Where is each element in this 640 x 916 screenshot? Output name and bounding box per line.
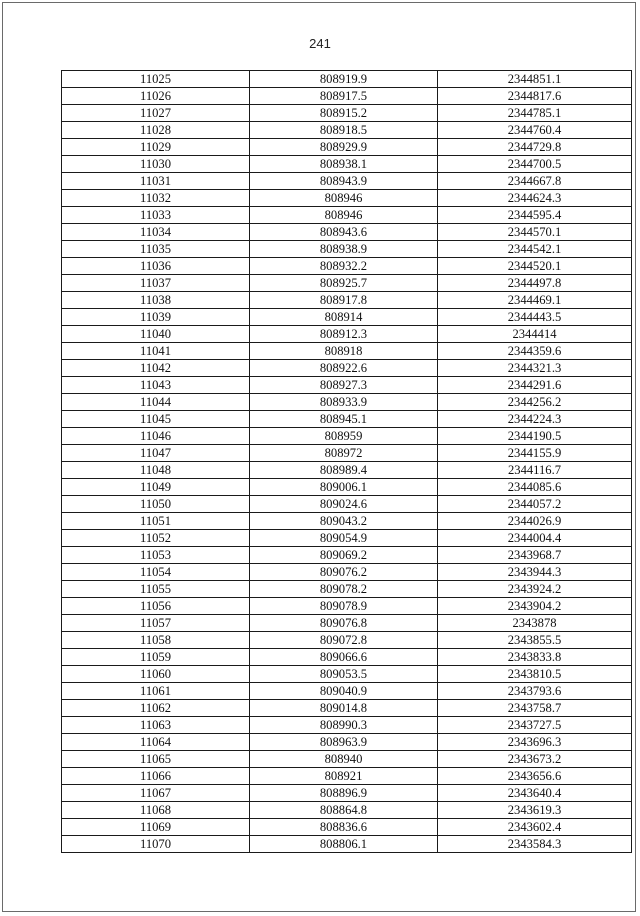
point-id-cell: 11036: [62, 258, 250, 275]
x-coordinate-cell: 808918: [250, 343, 438, 360]
y-coordinate-cell: 2344497.8: [438, 275, 632, 292]
x-coordinate-cell: 808925.7: [250, 275, 438, 292]
x-coordinate-cell: 808927.3: [250, 377, 438, 394]
point-id-cell: 11068: [62, 802, 250, 819]
point-id-cell: 11050: [62, 496, 250, 513]
table-row: [62, 411, 632, 428]
point-id-cell: 11032: [62, 190, 250, 207]
point-id-cell: 11058: [62, 632, 250, 649]
table-row: [62, 462, 632, 479]
y-coordinate-cell: 2344700.5: [438, 156, 632, 173]
point-id-cell: 11046: [62, 428, 250, 445]
y-coordinate-cell: 2344057.2: [438, 496, 632, 513]
table-row: [62, 615, 632, 632]
x-coordinate-cell: 808945.1: [250, 411, 438, 428]
x-coordinate-cell: 808990.3: [250, 717, 438, 734]
y-coordinate-cell: 2344190.5: [438, 428, 632, 445]
y-coordinate-cell: 2344026.9: [438, 513, 632, 530]
x-coordinate-cell: 808943.9: [250, 173, 438, 190]
x-coordinate-cell: 809024.6: [250, 496, 438, 513]
x-coordinate-cell: 808938.1: [250, 156, 438, 173]
point-id-cell: 11060: [62, 666, 250, 683]
table-row: [62, 598, 632, 615]
x-coordinate-cell: 808963.9: [250, 734, 438, 751]
x-coordinate-cell: 809054.9: [250, 530, 438, 547]
x-coordinate-cell: 808914: [250, 309, 438, 326]
table-row: [62, 836, 632, 853]
table-row: [62, 292, 632, 309]
point-id-cell: 11069: [62, 819, 250, 836]
y-coordinate-cell: 2343656.6: [438, 768, 632, 785]
table-row: [62, 326, 632, 343]
y-coordinate-cell: 2344817.6: [438, 88, 632, 105]
coordinates-table: [61, 70, 632, 853]
table-row: [62, 734, 632, 751]
y-coordinate-cell: 2344359.6: [438, 343, 632, 360]
table-row: [62, 445, 632, 462]
y-coordinate-cell: 2344004.4: [438, 530, 632, 547]
y-coordinate-cell: 2343810.5: [438, 666, 632, 683]
table-row: [62, 173, 632, 190]
point-id-cell: 11051: [62, 513, 250, 530]
table-row: [62, 377, 632, 394]
y-coordinate-cell: 2343793.6: [438, 683, 632, 700]
table-row: [62, 88, 632, 105]
y-coordinate-cell: 2344520.1: [438, 258, 632, 275]
table-row: [62, 819, 632, 836]
table-row: [62, 479, 632, 496]
y-coordinate-cell: 2344414: [438, 326, 632, 343]
table-row: [62, 309, 632, 326]
y-coordinate-cell: 2344321.3: [438, 360, 632, 377]
y-coordinate-cell: 2343878: [438, 615, 632, 632]
point-id-cell: 11055: [62, 581, 250, 598]
y-coordinate-cell: 2343758.7: [438, 700, 632, 717]
x-coordinate-cell: 809076.2: [250, 564, 438, 581]
x-coordinate-cell: 808943.6: [250, 224, 438, 241]
table-row: [62, 802, 632, 819]
table-row: [62, 224, 632, 241]
y-coordinate-cell: 2343944.3: [438, 564, 632, 581]
table-row: [62, 700, 632, 717]
x-coordinate-cell: 808896.9: [250, 785, 438, 802]
coordinates-table-body: [62, 71, 632, 853]
point-id-cell: 11041: [62, 343, 250, 360]
point-id-cell: 11047: [62, 445, 250, 462]
point-id-cell: 11037: [62, 275, 250, 292]
x-coordinate-cell: 808864.8: [250, 802, 438, 819]
point-id-cell: 11045: [62, 411, 250, 428]
table-row: [62, 275, 632, 292]
table-row: [62, 768, 632, 785]
point-id-cell: 11028: [62, 122, 250, 139]
y-coordinate-cell: 2344085.6: [438, 479, 632, 496]
x-coordinate-cell: 808919.9: [250, 71, 438, 88]
point-id-cell: 11029: [62, 139, 250, 156]
point-id-cell: 11049: [62, 479, 250, 496]
x-coordinate-cell: 808912.3: [250, 326, 438, 343]
table-row: [62, 343, 632, 360]
table-row: [62, 394, 632, 411]
x-coordinate-cell: 808940: [250, 751, 438, 768]
y-coordinate-cell: 2343904.2: [438, 598, 632, 615]
point-id-cell: 11040: [62, 326, 250, 343]
point-id-cell: 11054: [62, 564, 250, 581]
point-id-cell: 11042: [62, 360, 250, 377]
point-id-cell: 11056: [62, 598, 250, 615]
y-coordinate-cell: 2344595.4: [438, 207, 632, 224]
point-id-cell: 11025: [62, 71, 250, 88]
y-coordinate-cell: 2343968.7: [438, 547, 632, 564]
y-coordinate-cell: 2343640.4: [438, 785, 632, 802]
y-coordinate-cell: 2344291.6: [438, 377, 632, 394]
y-coordinate-cell: 2344224.3: [438, 411, 632, 428]
table-row: [62, 258, 632, 275]
y-coordinate-cell: 2344443.5: [438, 309, 632, 326]
table-row: [62, 564, 632, 581]
point-id-cell: 11043: [62, 377, 250, 394]
y-coordinate-cell: 2344729.8: [438, 139, 632, 156]
x-coordinate-cell: 809014.8: [250, 700, 438, 717]
table-row: [62, 513, 632, 530]
point-id-cell: 11064: [62, 734, 250, 751]
x-coordinate-cell: 809069.2: [250, 547, 438, 564]
point-id-cell: 11067: [62, 785, 250, 802]
point-id-cell: 11026: [62, 88, 250, 105]
x-coordinate-cell: 809076.8: [250, 615, 438, 632]
table-row: [62, 717, 632, 734]
point-id-cell: 11035: [62, 241, 250, 258]
y-coordinate-cell: 2344469.1: [438, 292, 632, 309]
point-id-cell: 11027: [62, 105, 250, 122]
y-coordinate-cell: 2344570.1: [438, 224, 632, 241]
table-row: [62, 785, 632, 802]
x-coordinate-cell: 808917.5: [250, 88, 438, 105]
x-coordinate-cell: 808959: [250, 428, 438, 445]
point-id-cell: 11039: [62, 309, 250, 326]
x-coordinate-cell: 808806.1: [250, 836, 438, 853]
point-id-cell: 11034: [62, 224, 250, 241]
table-row: [62, 122, 632, 139]
table-row: [62, 71, 632, 88]
y-coordinate-cell: 2343602.4: [438, 819, 632, 836]
point-id-cell: 11053: [62, 547, 250, 564]
point-id-cell: 11048: [62, 462, 250, 479]
table-row: [62, 632, 632, 649]
table-row: [62, 496, 632, 513]
x-coordinate-cell: 808836.6: [250, 819, 438, 836]
y-coordinate-cell: 2344155.9: [438, 445, 632, 462]
point-id-cell: 11065: [62, 751, 250, 768]
table-row: [62, 530, 632, 547]
table-row: [62, 241, 632, 258]
y-coordinate-cell: 2344760.4: [438, 122, 632, 139]
x-coordinate-cell: 808932.2: [250, 258, 438, 275]
y-coordinate-cell: 2343924.2: [438, 581, 632, 598]
y-coordinate-cell: 2344542.1: [438, 241, 632, 258]
point-id-cell: 11066: [62, 768, 250, 785]
y-coordinate-cell: 2343833.8: [438, 649, 632, 666]
table-row: [62, 207, 632, 224]
table-row: [62, 547, 632, 564]
table-row: [62, 190, 632, 207]
table-row: [62, 581, 632, 598]
point-id-cell: 11062: [62, 700, 250, 717]
x-coordinate-cell: 809078.2: [250, 581, 438, 598]
y-coordinate-cell: 2344851.1: [438, 71, 632, 88]
y-coordinate-cell: 2343727.5: [438, 717, 632, 734]
x-coordinate-cell: 808989.4: [250, 462, 438, 479]
y-coordinate-cell: 2344256.2: [438, 394, 632, 411]
table-row: [62, 428, 632, 445]
point-id-cell: 11070: [62, 836, 250, 853]
point-id-cell: 11059: [62, 649, 250, 666]
x-coordinate-cell: 809078.9: [250, 598, 438, 615]
x-coordinate-cell: 808929.9: [250, 139, 438, 156]
x-coordinate-cell: 809072.8: [250, 632, 438, 649]
x-coordinate-cell: 808933.9: [250, 394, 438, 411]
point-id-cell: 11044: [62, 394, 250, 411]
y-coordinate-cell: 2344785.1: [438, 105, 632, 122]
x-coordinate-cell: 808915.2: [250, 105, 438, 122]
y-coordinate-cell: 2343673.2: [438, 751, 632, 768]
point-id-cell: 11033: [62, 207, 250, 224]
table-row: [62, 139, 632, 156]
x-coordinate-cell: 809066.6: [250, 649, 438, 666]
x-coordinate-cell: 808972: [250, 445, 438, 462]
table-row: [62, 156, 632, 173]
x-coordinate-cell: 809040.9: [250, 683, 438, 700]
page-number: 241: [309, 36, 331, 51]
x-coordinate-cell: 808946: [250, 190, 438, 207]
y-coordinate-cell: 2344624.3: [438, 190, 632, 207]
y-coordinate-cell: 2344116.7: [438, 462, 632, 479]
y-coordinate-cell: 2344667.8: [438, 173, 632, 190]
x-coordinate-cell: 809053.5: [250, 666, 438, 683]
point-id-cell: 11057: [62, 615, 250, 632]
y-coordinate-cell: 2343619.3: [438, 802, 632, 819]
table-row: [62, 105, 632, 122]
x-coordinate-cell: 809006.1: [250, 479, 438, 496]
table-row: [62, 751, 632, 768]
table-row: [62, 360, 632, 377]
x-coordinate-cell: 809043.2: [250, 513, 438, 530]
point-id-cell: 11061: [62, 683, 250, 700]
table-row: [62, 649, 632, 666]
x-coordinate-cell: 808938.9: [250, 241, 438, 258]
x-coordinate-cell: 808921: [250, 768, 438, 785]
x-coordinate-cell: 808922.6: [250, 360, 438, 377]
point-id-cell: 11063: [62, 717, 250, 734]
point-id-cell: 11031: [62, 173, 250, 190]
point-id-cell: 11038: [62, 292, 250, 309]
x-coordinate-cell: 808946: [250, 207, 438, 224]
x-coordinate-cell: 808918.5: [250, 122, 438, 139]
y-coordinate-cell: 2343696.3: [438, 734, 632, 751]
y-coordinate-cell: 2343584.3: [438, 836, 632, 853]
point-id-cell: 11052: [62, 530, 250, 547]
table-row: [62, 683, 632, 700]
table-row: [62, 666, 632, 683]
point-id-cell: 11030: [62, 156, 250, 173]
x-coordinate-cell: 808917.8: [250, 292, 438, 309]
y-coordinate-cell: 2343855.5: [438, 632, 632, 649]
